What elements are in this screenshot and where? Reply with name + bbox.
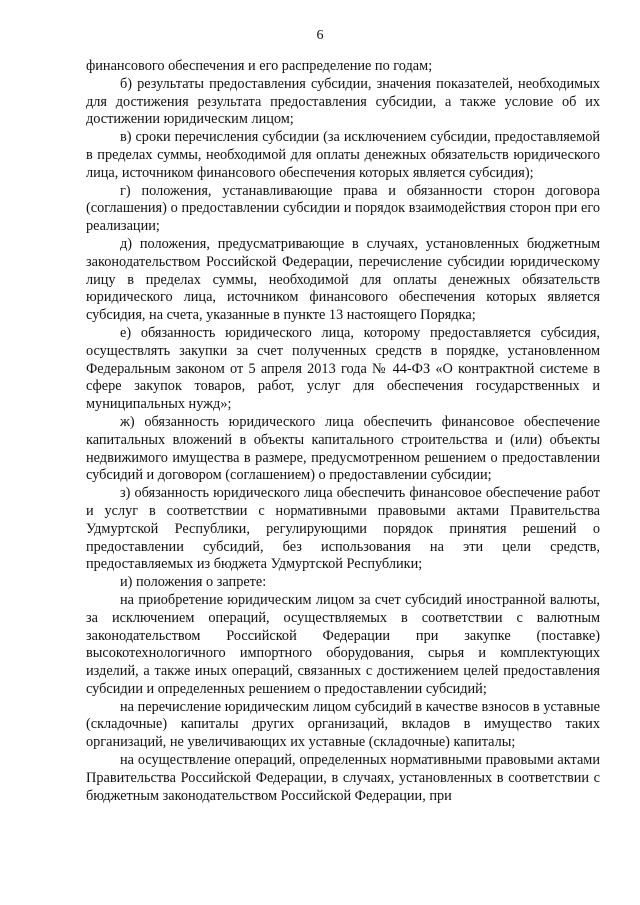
paragraph-z: з) обязанность юридического лица обеспечить финансовое обеспечение работ и услуг в соответствии с нормативными правовыми актами Правительства Удмуртской Республики, регулирующими порядок принятия решений о предоставлении субсидий, без использования на эти цели средств, предоставляемых из бюджета Удмуртской Республики; [86, 485, 600, 573]
paragraph-i: и) положения о запрете: [120, 574, 267, 591]
document-body [86, 58, 600, 805]
page-number: 6 [316, 28, 324, 43]
paragraph-b: б) результаты предоставления субсидии, значения показателей, необходимых для достижения результата предоставления субсидии, а также условие об их достижении юридическим лицом; [86, 75, 600, 128]
paragraph-zh: ж) обязанность юридического лица обеспечить финансовое обеспечение капитальных вложений в объекты капитального строительства и (или) объекты недвижимого имущества в размере, предусмотренном решением о предоставлении субсидий и договором (соглашением) о предоставлении субсидии; [86, 413, 600, 484]
paragraph-d: д) положения, предусматривающие в случаях, установленных бюджетным законодательством Российской Федерации, перечисление субсидии юридическому лицу в пределах суммы, необходимой для оплаты денежных обязательств юридического лица, источником финансового обеспечения которых является субсидия, на счета, указанные в пункте 13 настоящего Порядка; [86, 235, 600, 324]
paragraph-g: г) положения, устанавливающие права и обязанности сторон договора (соглашения) о предоставлении субсидии и порядок взаимодействия сторон при его реализации; [86, 182, 600, 235]
paragraph-e: е) обязанность юридического лица, которому предоставляется субсидия, осуществлять закупки за счет полученных средств в порядке, установленном Федеральным законом от 5 апреля 2013 года № 44-ФЗ «О контрактной системе в сфере закупок товаров, работ, услуг для обеспечения государственных и муниципальных нужд»; [86, 324, 600, 413]
paragraph-continuation: финансового обеспечения и его распределение по годам; [86, 58, 433, 74]
paragraph-prohibition-operations: на осуществление операций, определенных нормативными правовыми актами Правительства Российской Федерации, в случаях, установленных в соответствии с бюджетным законодательством Российской Федерации, при [86, 752, 600, 804]
paragraph-v: в) сроки перечисления субсидии (за исключением субсидии, предоставляемой в пределах суммы, необходимой для оплаты денежных обязательств юридического лица, источником финансового обеспечения которых является субсидия); [86, 129, 600, 181]
paragraph-prohibition-capital: на перечисление юридическим лицом субсидий в качестве взносов в уставные (складочные) капиталы других организаций, вкладов в имущество таких организаций, не увеличивающих их уставные (складочные) капиталы; [86, 698, 600, 751]
paragraph-prohibition-currency: на приобретение юридическим лицом за счет субсидий иностранной валюты, за исключением операций, осуществляемых в соответствии с валютным законодательством Российской Федерации при закупке (поставке) высокотехнологичного импортного оборудования, сырья и комплектующих изделий, а также иных операций, связанных с достижением целей предоставления субсидии и определенных решением о предоставлении субсидий; [86, 591, 600, 697]
